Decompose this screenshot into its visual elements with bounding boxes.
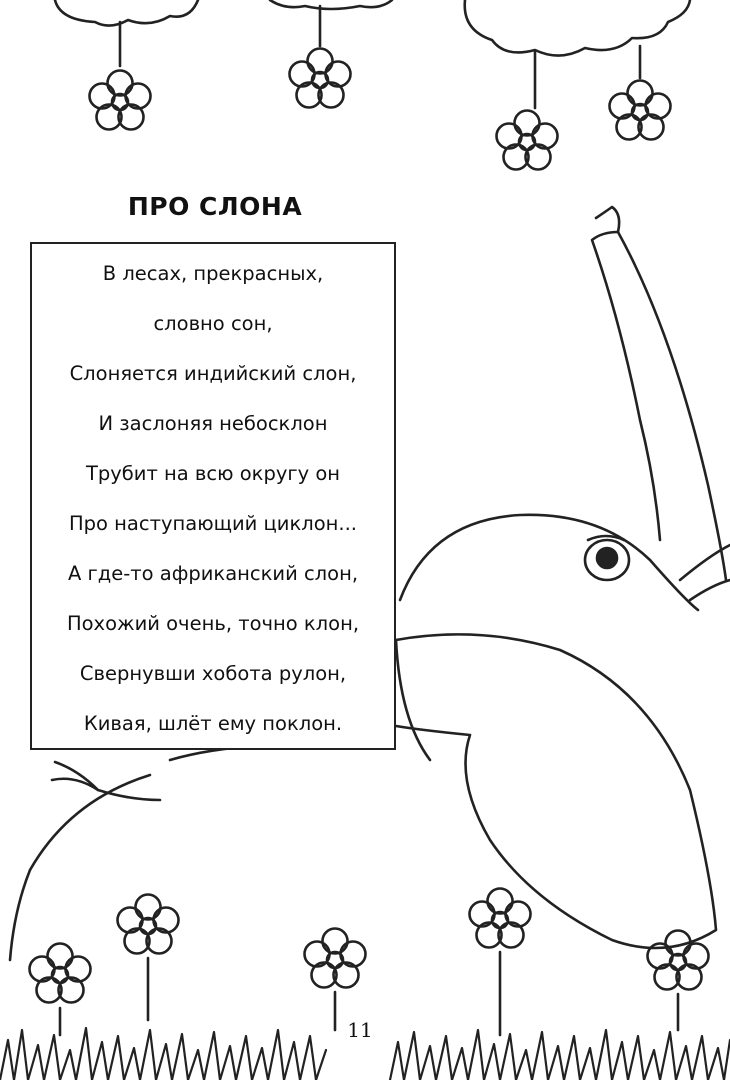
poem-lines (32, 244, 394, 758)
cloud-icon (465, 0, 690, 56)
poem-line: словно сон, (153, 312, 273, 335)
poem-line: В лесах, прекрасных, (102, 262, 324, 285)
poem-line: Кивая, шлёт ему поклон. (83, 712, 343, 735)
poem-line: Похожий очень, точно клон, (66, 612, 360, 635)
ground-flowers (30, 889, 709, 1036)
poem-line: Слоняется индийский слон, (69, 362, 357, 385)
cloud-icon (55, 0, 198, 26)
hanging-flowers (90, 6, 671, 170)
poem-line: Свернувши хобота рулон, (79, 662, 347, 685)
poem-line: Про наступающий циклон... (69, 512, 357, 535)
cloud-icon (270, 0, 392, 9)
poem-line: Трубит на всю округу он (85, 462, 341, 485)
page-number: 11 (347, 1018, 373, 1042)
poem-line: И заслоняя небосклон (98, 412, 328, 435)
poem-line: А где-то африканский слон, (67, 562, 359, 585)
poem-box (30, 242, 396, 750)
page-title: ПРО СЛОНА (127, 192, 303, 221)
